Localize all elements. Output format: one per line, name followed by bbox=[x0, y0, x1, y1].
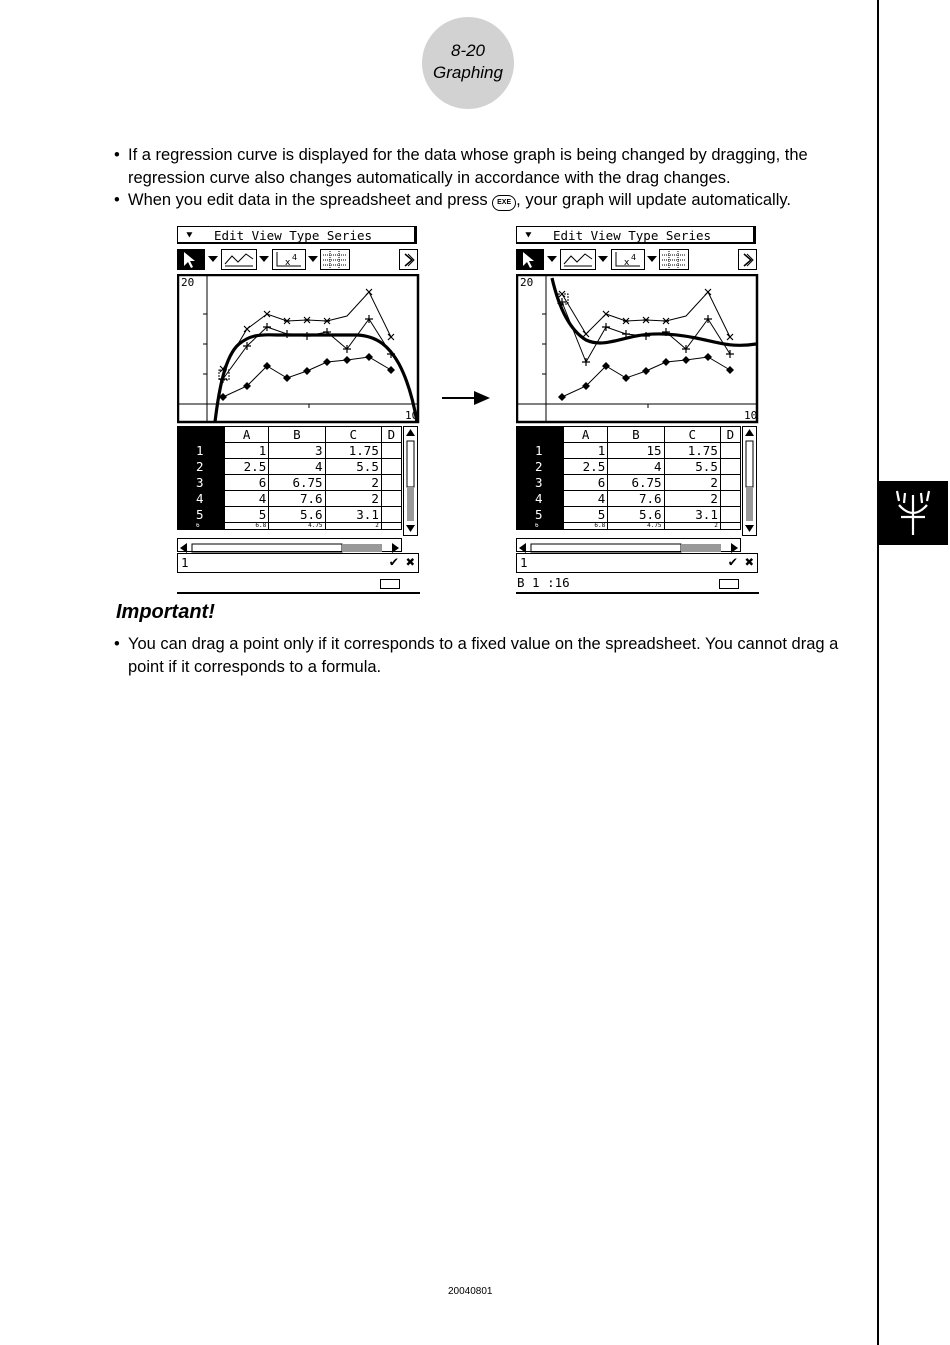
scroll-down-icon bbox=[745, 525, 754, 532]
pointer-tool-icon[interactable] bbox=[516, 249, 544, 270]
cell[interactable] bbox=[720, 523, 740, 530]
cell[interactable]: 4 bbox=[564, 491, 608, 507]
exe-key-icon: EXE bbox=[492, 195, 516, 211]
page-number: 8-20 bbox=[450, 41, 486, 60]
table-row bbox=[517, 443, 741, 459]
row-header[interactable]: 6 bbox=[517, 523, 564, 530]
toolbar-scroll-right-icon[interactable] bbox=[738, 249, 757, 270]
cell[interactable]: 1.75 bbox=[325, 443, 381, 459]
arrow-right-icon bbox=[440, 388, 492, 408]
y-axis-label: 20 bbox=[520, 276, 534, 289]
table-row bbox=[178, 491, 402, 507]
menu-bar bbox=[516, 226, 756, 244]
cell[interactable]: 2 bbox=[325, 523, 381, 530]
page-badge bbox=[422, 17, 514, 109]
cell[interactable]: 2 bbox=[325, 475, 381, 491]
line-graph-tool-icon[interactable] bbox=[221, 249, 257, 270]
svg-text:x: x bbox=[285, 258, 291, 268]
scroll-up-icon bbox=[745, 429, 754, 436]
row-header[interactable]: 3 bbox=[178, 475, 225, 491]
row-header[interactable]: 5 bbox=[178, 507, 225, 523]
cell[interactable]: 4.75 bbox=[269, 523, 325, 530]
bullet-paragraph-2: • When you edit data in the spreadsheet and press EXE , your graph will update automatically. bbox=[114, 191, 791, 209]
dropdown-arrow-icon[interactable] bbox=[545, 249, 559, 270]
check-icon[interactable]: ✔ bbox=[389, 554, 398, 570]
column-header[interactable]: B bbox=[608, 427, 664, 443]
graph-window[interactable] bbox=[516, 274, 759, 424]
menu-chevron-icon[interactable]: ⯆ bbox=[185, 229, 194, 242]
scroll-right-icon bbox=[731, 543, 738, 553]
spreadsheet-grid bbox=[177, 426, 402, 530]
cell[interactable] bbox=[720, 443, 740, 459]
y-axis-label: 20 bbox=[181, 276, 195, 289]
grid-tool-icon[interactable] bbox=[320, 249, 350, 270]
table-row bbox=[517, 523, 741, 530]
cell[interactable]: 1.75 bbox=[664, 443, 720, 459]
graph-window[interactable] bbox=[177, 274, 420, 424]
cell[interactable]: 5.6 bbox=[269, 507, 325, 523]
scroll-left-icon bbox=[519, 543, 526, 553]
dropdown-arrow-icon[interactable] bbox=[596, 249, 610, 270]
x-axis-label: 10 bbox=[405, 409, 419, 422]
cell[interactable]: 1 bbox=[225, 443, 269, 459]
cell[interactable]: 4.75 bbox=[608, 523, 664, 530]
cell[interactable]: 2 bbox=[325, 491, 381, 507]
bullet-paragraph-1: • If a regression curve is displayed for the data whose graph is being changed by dragging, the regression curve also changes automatically in accordance with the drag changes. bbox=[114, 144, 874, 189]
cell[interactable]: 3.1 bbox=[664, 507, 720, 523]
dropdown-arrow-icon[interactable] bbox=[645, 249, 659, 270]
grid-tool-icon[interactable] bbox=[659, 249, 689, 270]
spreadsheet-grid bbox=[516, 426, 741, 530]
cell[interactable]: 2.5 bbox=[225, 459, 269, 475]
row-header[interactable]: 2 bbox=[178, 459, 225, 475]
footer-code: 20040801 bbox=[448, 1286, 493, 1297]
line-graph-tool-icon[interactable] bbox=[560, 249, 596, 270]
cell[interactable] bbox=[381, 475, 401, 491]
regression-tool-icon[interactable] bbox=[611, 249, 645, 270]
table-row bbox=[178, 475, 402, 491]
dropdown-arrow-icon[interactable] bbox=[306, 249, 320, 270]
column-header[interactable]: D bbox=[720, 427, 740, 443]
cell[interactable]: 7.6 bbox=[269, 491, 325, 507]
important-heading: Important! bbox=[116, 601, 215, 623]
check-icon[interactable]: ✔ bbox=[728, 554, 737, 570]
cell[interactable]: 3.1 bbox=[325, 507, 381, 523]
entry-line[interactable] bbox=[516, 553, 758, 573]
row-header[interactable]: 2 bbox=[517, 459, 564, 475]
row-header[interactable]: 4 bbox=[517, 491, 564, 507]
column-header[interactable]: A bbox=[225, 427, 269, 443]
table-row bbox=[178, 459, 402, 475]
cell[interactable] bbox=[381, 491, 401, 507]
row-header[interactable]: 1 bbox=[178, 443, 225, 459]
cell[interactable]: 2 bbox=[664, 475, 720, 491]
column-header[interactable]: A bbox=[564, 427, 608, 443]
column-header[interactable]: C bbox=[664, 427, 720, 443]
row-header[interactable]: 1 bbox=[517, 443, 564, 459]
toolbar-scroll-right-icon[interactable] bbox=[399, 249, 418, 270]
scroll-left-icon bbox=[180, 543, 187, 553]
cell[interactable]: 4 bbox=[269, 459, 325, 475]
menu-items[interactable]: Edit View Type Series bbox=[214, 228, 373, 243]
corner-cell[interactable] bbox=[517, 427, 564, 443]
battery-icon bbox=[719, 579, 739, 589]
cell[interactable]: 5.5 bbox=[325, 459, 381, 475]
table-row bbox=[178, 507, 402, 523]
cell[interactable]: 4 bbox=[608, 459, 664, 475]
cell[interactable]: 5 bbox=[564, 507, 608, 523]
cell[interactable]: 6 bbox=[225, 475, 269, 491]
table-row bbox=[178, 443, 402, 459]
scroll-up-icon bbox=[406, 429, 415, 436]
spreadsheet bbox=[516, 426, 758, 590]
toolbar bbox=[177, 248, 419, 272]
row-header[interactable]: 3 bbox=[517, 475, 564, 491]
table-row bbox=[517, 507, 741, 523]
cell[interactable]: 6.8 bbox=[564, 523, 608, 530]
cell[interactable] bbox=[381, 459, 401, 475]
status-text: B 1 :16 bbox=[517, 575, 570, 590]
status-bar bbox=[516, 574, 759, 594]
entry-value: 1 bbox=[181, 555, 189, 570]
calculator-screen-after bbox=[516, 226, 760, 596]
table-row bbox=[517, 491, 741, 507]
dropdown-arrow-icon[interactable] bbox=[257, 249, 271, 270]
cell[interactable]: 5.6 bbox=[608, 507, 664, 523]
cell[interactable] bbox=[381, 443, 401, 459]
cell[interactable]: 1 bbox=[564, 443, 608, 459]
row-header[interactable]: 5 bbox=[517, 507, 564, 523]
cancel-icon[interactable]: ✖ bbox=[405, 553, 415, 571]
toolbar bbox=[516, 248, 758, 272]
bullet-3-text: You can drag a point only if it corresponds to a fixed value on the spreadsheet. You cannot drag a point if it corresponds to a formula. bbox=[128, 635, 839, 676]
cell[interactable] bbox=[720, 459, 740, 475]
table-row bbox=[517, 475, 741, 491]
cell[interactable] bbox=[381, 523, 401, 530]
dropdown-arrow-icon[interactable] bbox=[206, 249, 220, 270]
pointer-tool-icon[interactable] bbox=[177, 249, 205, 270]
cell[interactable] bbox=[720, 507, 740, 523]
cancel-icon[interactable]: ✖ bbox=[744, 553, 754, 571]
scroll-right-icon bbox=[392, 543, 399, 553]
cell[interactable] bbox=[381, 507, 401, 523]
vertical-scrollbar[interactable] bbox=[403, 426, 418, 536]
status-bar bbox=[177, 574, 420, 594]
table-row bbox=[517, 459, 741, 475]
horizontal-scrollbar[interactable] bbox=[516, 538, 741, 552]
cell[interactable]: 2.5 bbox=[564, 459, 608, 475]
cell[interactable]: 6 bbox=[564, 475, 608, 491]
entry-line[interactable] bbox=[177, 553, 419, 573]
cell[interactable]: 5.5 bbox=[664, 459, 720, 475]
column-header[interactable]: B bbox=[269, 427, 325, 443]
cell[interactable]: 15 bbox=[608, 443, 664, 459]
entry-value: 1 bbox=[520, 555, 528, 570]
cell[interactable] bbox=[720, 491, 740, 507]
right-margin-rule bbox=[877, 0, 879, 1345]
column-header[interactable]: D bbox=[381, 427, 401, 443]
table-row bbox=[178, 523, 402, 530]
menu-items[interactable]: Edit View Type Series bbox=[553, 228, 712, 243]
vertical-scrollbar[interactable] bbox=[742, 426, 757, 536]
chapter-tab bbox=[879, 481, 948, 545]
cell[interactable]: 4 bbox=[225, 491, 269, 507]
cell[interactable]: 6.75 bbox=[269, 475, 325, 491]
x-axis-label: 10 bbox=[744, 409, 758, 422]
svg-text:4: 4 bbox=[292, 253, 298, 262]
statistics-graph-icon bbox=[891, 487, 935, 539]
cell[interactable]: 2 bbox=[664, 491, 720, 507]
menu-chevron-icon[interactable]: ⯆ bbox=[524, 229, 533, 242]
row-header[interactable]: 6 bbox=[178, 523, 225, 530]
column-header[interactable]: C bbox=[325, 427, 381, 443]
scroll-down-icon bbox=[406, 525, 415, 532]
cell[interactable]: 3 bbox=[269, 443, 325, 459]
cell[interactable]: 6.8 bbox=[225, 523, 269, 530]
horizontal-scrollbar[interactable] bbox=[177, 538, 402, 552]
calculator-screen-before bbox=[177, 226, 421, 596]
regression-tool-icon[interactable] bbox=[272, 249, 306, 270]
section-title: Graphing bbox=[433, 63, 503, 82]
svg-text:4: 4 bbox=[631, 253, 637, 262]
cell[interactable]: 2 bbox=[664, 523, 720, 530]
row-header[interactable]: 4 bbox=[178, 491, 225, 507]
cell[interactable] bbox=[720, 475, 740, 491]
battery-icon bbox=[380, 579, 400, 589]
bullet-1-text: If a regression curve is displayed for the data whose graph is being changed by dragging, the regression curve also changes automatically in accordance with the drag changes. bbox=[128, 146, 808, 187]
svg-text:x: x bbox=[624, 258, 630, 268]
cell[interactable]: 6.75 bbox=[608, 475, 664, 491]
cell[interactable]: 7.6 bbox=[608, 491, 664, 507]
menu-bar bbox=[177, 226, 417, 244]
bullet-paragraph-3: • You can drag a point only if it corresponds to a fixed value on the spreadsheet. You cannot drag a point if it corresponds to a formula. bbox=[114, 633, 874, 678]
cell[interactable]: 5 bbox=[225, 507, 269, 523]
corner-cell[interactable] bbox=[178, 427, 225, 443]
spreadsheet bbox=[177, 426, 419, 571]
